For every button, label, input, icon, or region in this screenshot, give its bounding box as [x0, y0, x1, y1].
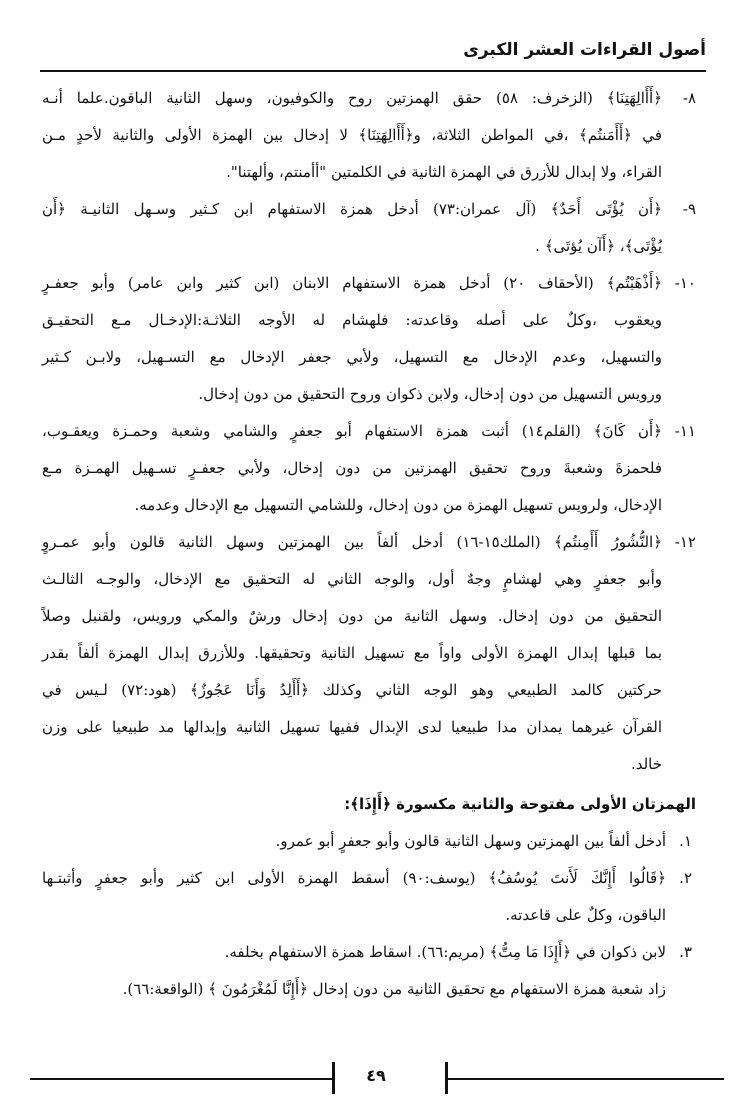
text-line: في ﴿أَأَمَنتُم﴾ ،في المواطن الثلاثة، و﴿أَأَالِهَتِنَا﴾ لا إدخال بين الهمزة الأولى والثانية لأحدٍ مـن: [42, 126, 662, 144]
list-text: [42, 823, 666, 860]
closing-paragraph: زاد شعبة همزة الاستفهام مع تحقيق الثانية من دون إدخال ﴿أَإِنَّا لَمُغْرَمُونَ ﴾ (الواقعة:٦٦).: [122, 980, 666, 998]
list-item-2: [42, 860, 696, 934]
text-line: والتسهيل، وعدم الإدخال مع التسهيل، ولأبي جعفر الإدخال مع التسـهيل، ولابـن كـثير: [42, 348, 662, 366]
section-heading: الهمزتان الأولى مفتوحة والثانية مكسورة ﴿أَإِذَا﴾:: [344, 795, 696, 813]
item-text: [42, 80, 662, 191]
page-header: [40, 30, 706, 72]
text-line: الباقون، وكلٌ على قاعدته.: [505, 906, 666, 924]
text-line: ويعقوب ،وكلٌ على أصله وقاعدته: فلهشام له الأوجه الثلاثـة:الإدخـال مـع التحقيـق: [42, 311, 662, 329]
text-line: ورويس التسهيل من دون إدخال، ولابن ذكوان وروح التحقيق من دون إدخال.: [198, 385, 662, 403]
text-line: ﴿أَأَالِهَتِنَا﴾ (الزخرف: ٥٨) حقق الهمزتين روح والكوفيون، وسهل الثانية الباقون.علما أنـه: [42, 89, 662, 107]
numbered-item-8: [42, 80, 696, 191]
footer-bar-left: [332, 1062, 335, 1094]
numbered-item-9: [42, 191, 696, 265]
numbered-item-11: [42, 413, 696, 524]
numbered-item-12: [42, 524, 696, 783]
text-line: القرآن غيرهما يمدان مدا طبيعيا لدى الإبدال ففيها تسهيل الثانية وإبدالها مد طبيعيا على وزن: [42, 718, 662, 736]
page-footer: [30, 1062, 724, 1096]
list-text: [42, 860, 666, 934]
text-line: بما قبلها إبدال الهمزة الأولى واواً مع تسهيل الثانية وتحقيقها. وللأزرق إبدال الهمزة ألفاً بقدر: [42, 644, 662, 662]
item-text: [42, 265, 662, 413]
list-number: ١.: [679, 832, 692, 850]
text-line: خالد.: [630, 755, 662, 773]
item-number: ٨-: [682, 89, 696, 107]
text-line: الإدخال، ولرويس تسهيل الهمزة من دون إدخال، وللشامي التسهيل مع الإدخال وعدمه.: [134, 496, 662, 514]
item-text: [42, 413, 662, 524]
footer-rule-left: [30, 1078, 334, 1080]
list-item-3: [42, 934, 696, 971]
running-head-title: أصول القراءات العشر الكبرى: [463, 40, 706, 60]
item-number: ١٠-: [674, 274, 696, 292]
text-line: فلحمزةَ وشعبةَ وروح تحقيق الهمزتين من دون إدخال، ولأبي جعفـرٍ تسـهيل الهمـزة مـع: [42, 459, 662, 477]
list-number: ٣.: [679, 943, 692, 961]
text-line: يُؤْتَى﴾، ﴿أَآن يُؤتَى﴾ .: [535, 237, 662, 255]
item-number: ٩-: [682, 200, 696, 218]
text-line: أدخل ألفاً بين الهمزتين وسهل الثانية قالون وأبو جعفرٍ أبو عمرو.: [275, 832, 666, 850]
text-line: لابن ذكوان في ﴿أَإِذَا مَا مِتُّ﴾ (مريم:٦٦). اسقاط همزة الاستفهام بخلفه.: [224, 943, 666, 961]
page-body: [42, 80, 696, 1008]
page-number: ٤٩: [366, 1066, 386, 1085]
list-item-1: [42, 823, 696, 860]
text-line: التحقيق من دون إدخال. وسهل الثانية من دون إدخال ورشٌ والمكي ورويس، ولقنبل وصلاً: [42, 607, 662, 625]
text-line: وأبو جعفرٍ وهي لهشامٍ وجهٌ أول، والوجه الثاني له التحقيق مع الإدخال، والوجـه الثالـث: [42, 570, 662, 588]
item-text: [42, 191, 662, 265]
text-line: ﴿أَن كَانَ﴾ (القلم١٤) أثبت همزة الاستفهام أبو جعفرٍ والشامي وشعبة وحمـزة ويعقـوب،: [42, 422, 663, 440]
text-line: ﴿أَذْهَبْتُم﴾ (الأحقاف ٢٠) أدخل همزة الاستفهام الابنان (ابن كثير وابن عامر) وأبو جعفـرٍ: [42, 274, 662, 292]
item-number: ١١-: [674, 422, 696, 440]
footer-rule-right: [448, 1078, 724, 1080]
text-line: ﴿أَن يُؤْتَى أَحَدٌ﴾ (آل عمران:٧٣) أدخل همزة الاستفهام ابن كـثير وسـهل الثانيـة ﴿أَن: [42, 200, 662, 218]
text-line: ﴿قَالُوا أَإِنَّكَ لَأَنتَ يُوسُفُ﴾ (يوسف:٩٠) أسقط الهمزة الأولى ابن كثير وأبو جعفرٍ وأثبتـها: [42, 869, 667, 887]
item-number: ١٢-: [674, 533, 696, 551]
list-text: [42, 934, 666, 971]
text-line: حركتين كالمد الطبيعي وهو الوجه الثاني وكذلك ﴿أَأَلِدُ وَأَنَا عَجُوزٌ﴾ (هود:٧٢) لـيس في: [42, 681, 662, 699]
text-line: ﴿النُّشُورُ أَأَمِنتُم﴾ (الملك١٥-١٦) أدخل ألفاً بين الهمزتين وسهل الثانية قالون وأبو عمـروٍ: [42, 533, 662, 551]
numbered-item-10: [42, 265, 696, 413]
item-text: [42, 524, 662, 783]
text-line: القراء، ولا إبدال للأزرق في الهمزة الثانية في الكلمتين "أأمنتم، وألهتنا".: [226, 163, 662, 181]
header-rule: [40, 70, 706, 72]
list-number: ٢.: [679, 869, 692, 887]
